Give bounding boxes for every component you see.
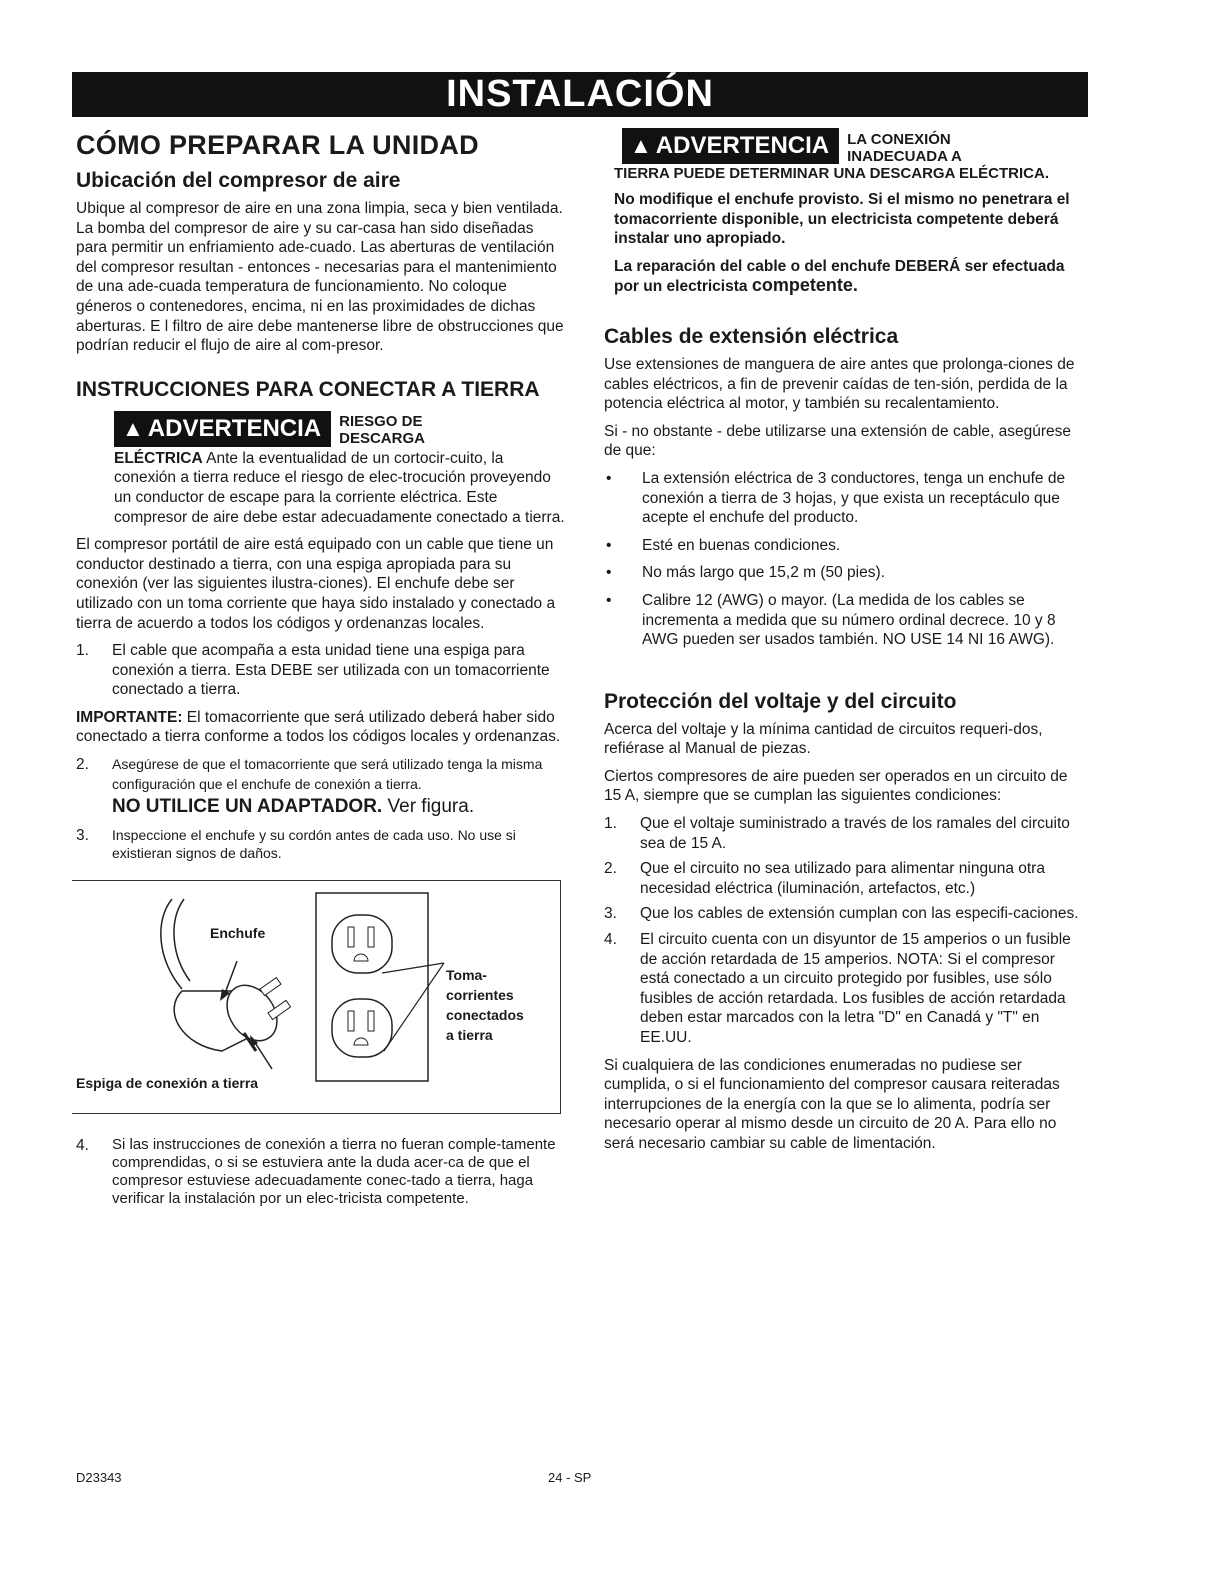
list-item: 2. Que el circuito no sea utilizado para alimentar ninguna otra necesidad eléctrica (iluminación, artefactos, etc.) — [604, 860, 1045, 897]
right-column — [604, 128, 1088, 1162]
section-title: CÓMO PREPARAR LA UNIDAD — [76, 130, 479, 160]
list-item: • La extensión eléctrica de 3 conductores, tenga un enchufe de conexión a tierra de 3 hojas, y que exista un receptáculo que acepte el enchufe del producto. — [606, 469, 1066, 527]
paragraph: El compresor portátil de aire está equipado con un cable que tiene un conductor destinado a tierra, con una espiga apropiada para su conexión (ver las siguientes ilustra-ciones). El enchufe debe ser utilizado con un toma corriente que haya sido instalado y conectado a tierra de acuerdo a todos los códigos y ordenanzas locales. — [76, 536, 556, 632]
paragraph: Ciertos compresores de aire pueden ser operados en un circuito de 15 A, siempre que se cumplan las siguientes condiciones: — [604, 767, 1068, 805]
list-item: • Esté en buenas condiciones. — [606, 536, 841, 554]
plug-figure — [72, 880, 561, 1114]
grounding-steps-final — [76, 1136, 566, 1208]
warning-block — [114, 411, 566, 527]
document-code: D23343 — [76, 1470, 122, 1485]
paragraph: Acerca del voltaje y la mínima cantidad de circuitos requeri-dos, refiérase al Manual de piezas. — [604, 720, 1043, 758]
left-column — [76, 128, 566, 1216]
subsection-title: Ubicación del compresor de aire — [76, 169, 401, 192]
extension-requirements — [604, 469, 1088, 650]
page-number: 24 - SP — [548, 1470, 592, 1485]
grounding-steps-cont — [76, 755, 566, 862]
subsection-title: Protección del voltaje y del circuito — [604, 689, 957, 713]
list-item: 4. El circuito cuenta con un disyuntor de 15 amperios o un fusible de acción retardada de 15 amperios. NOTA: Si el compresor está conectado a un circuito protegido por fusibles, use sólo fusibles de acción retardada. Los fusibles de acción retardada deben estar marcados con la letra "D" en Canadá y "T" en EE.UU. — [604, 931, 1071, 1046]
grounding-heading: INSTRUCCIONES PARA CONECTAR A TIERRA — [76, 377, 540, 401]
paragraph: Use extensiones de manguera de aire antes que prolonga-ciones de cables eléctricos, a fin de prevenir caídas de ten-sión, perdida de la potencia eléctrica al motor, y también su recalentamiento. — [604, 355, 1075, 413]
section-banner: INSTALACIÓN — [72, 72, 1088, 117]
list-item: 3. Que los cables de extensión cumplan con las especifi-caciones. — [604, 905, 1079, 923]
warning-triangle-icon: ▲ — [630, 133, 652, 158]
outlet-label: Toma- corrientes conectados a tierra — [446, 967, 524, 1044]
warning-text: ELÉCTRICA Ante la eventualidad de un cortocir-cuito, la conexión a tierra reduce el riesgo de elec-trocución proveyendo un conductor de escape para la corriente eléctrica. Este compresor de aire debe estar adecuadamente conectado a tierra. — [114, 449, 565, 526]
warning-side-text: RIESGO DE DESCARGA — [339, 412, 425, 447]
warning-paragraph: La reparación del cable o del enchufe DEBERÁ ser efectuada por un electricista competente. — [614, 257, 1065, 296]
paragraph: Ubique al compresor de aire en una zona limpia, seca y bien ventilada. La bomba del compresor de aire y su car-casa han sido diseñadas para permitir un enfriamiento ade-cuado. Las aberturas de ventilación del compresor resultan - entonces - necesarias para el mantenimiento de una ade-cuada temperatura de funcionamiento. No coloque géneros o contenedores, encima, ni en las proximidades de dichas aberturas. E l filtro de aire debe mantenerse libre de obstrucciones que podrían reducir el flujo de aire al com-presor. — [76, 200, 564, 355]
important-note: IMPORTANTE: El tomacorriente que será utilizado deberá haber sido conectado a tierra conforme a todos los códigos locales y ordenanzas. — [76, 708, 561, 746]
paragraph: Si cualquiera de las condiciones enumeradas no pudiese ser cumplida, o si el funcionamiento del compresor causara reiteradas interrupciones de la energía con la que se lo alimenta, podría ser necesario operar al mismo desde un circuito de 20 A. Para ello no será necesario cambiar su cable de limentación. — [604, 1056, 1060, 1152]
warning-badge: ▲ ADVERTENCIA — [622, 128, 839, 164]
warning-paragraph: No modifique el enchufe provisto. Si el mismo no penetrara el tomacorriente disponible, un electricista competente deberá instalar uno apropiado. — [614, 191, 1070, 248]
list-item: 1. El cable que acompaña a esta unidad tiene una espiga para conexión a tierra. Esta DEBE ser utilizada con un tomacorriente conectado a tierra. — [76, 642, 550, 699]
subsection-title: Cables de extensión eléctrica — [604, 324, 899, 348]
paragraph: Si - no obstante - debe utilizarse una extensión de cable, asegúrese de que: — [604, 422, 1072, 460]
list-item: • No más largo que 15,2 m (50 pies). — [606, 564, 885, 582]
grounding-steps — [76, 641, 566, 700]
list-item: 4. Si las instrucciones de conexión a tierra no fueran comple-tamente comprendidas, o si se estuviera ante la duda acer-ca de que el compresor estuviese adecuadamente conec-tado a tierra, haga verificar la instalación por un elec-tricista competente. — [76, 1136, 556, 1208]
list-item: 3. Inspeccione el enchufe y su cordón antes de cada uso. No use si existieran signos de daños. — [76, 827, 516, 862]
warning-header — [622, 128, 1088, 165]
list-item: 2. Asegúrese de que el tomacorriente que será utilizado tenga la misma configuración que el enchufe de conexión a tierra. NO UTILICE UN ADAPTADOR. Ver figura. — [76, 756, 543, 818]
plug-label: Enchufe — [210, 925, 266, 942]
circuit-conditions — [604, 814, 1088, 1048]
warning-line: TIERRA PUEDE DETERMINAR UNA DESCARGA ELÉCTRICA. — [614, 165, 1050, 182]
ground-pin-label: Espiga de conexión a tierra — [76, 1075, 259, 1092]
list-item: • Calibre 12 (AWG) o mayor. (La medida de los cables se incrementa a medida que su número ordinal decrece. 10 y 8 AWG pueden ser usados también. NO USE 14 NI 16 AWG). — [606, 591, 1056, 649]
warning-badge: ▲ ADVERTENCIA — [114, 411, 331, 447]
list-item: 1. Que el voltaje suministrado a través de los ramales del circuito sea de 15 A. — [604, 815, 1070, 852]
warning-triangle-icon: ▲ — [122, 415, 144, 441]
warning-side-text: LA CONEXIÓN INADECUADA A — [847, 131, 962, 165]
